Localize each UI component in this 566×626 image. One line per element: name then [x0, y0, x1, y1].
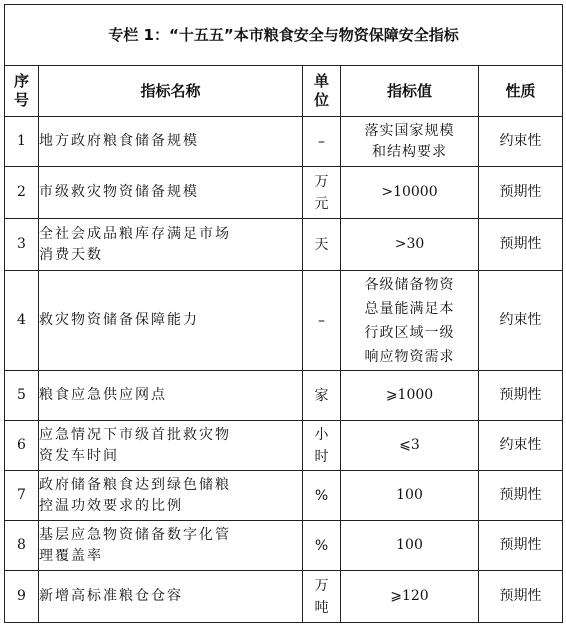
cell-no: 3	[5, 219, 39, 271]
cell-type: 预期性	[479, 219, 563, 271]
cell-unit: –	[303, 271, 341, 371]
cell-type: 预期性	[479, 471, 563, 521]
cell-type: 约束性	[479, 117, 563, 167]
cell-name: 基层应急物资储备数字化管 理覆盖率	[39, 521, 303, 571]
cell-value: ⩽3	[341, 421, 479, 471]
cell-no: 4	[5, 271, 39, 371]
cell-type: 预期性	[479, 571, 563, 623]
cell-name: 政府储备粮食达到绿色储粮 控温功效要求的比例	[39, 471, 303, 521]
cell-value: 各级储备物资 总量能满足本 行政区域一级 响应物资需求	[341, 271, 479, 371]
cell-name: 地方政府粮食储备规模	[39, 117, 303, 167]
cell-no: 2	[5, 167, 39, 219]
cell-type: 预期性	[479, 167, 563, 219]
header-no: 序 号	[5, 66, 39, 117]
cell-no: 6	[5, 421, 39, 471]
table-row	[5, 421, 563, 471]
cell-unit: %	[303, 471, 341, 521]
table-row	[5, 167, 563, 219]
cell-type: 预期性	[479, 371, 563, 421]
table-row	[5, 271, 563, 371]
cell-name: 全社会成品粮库存满足市场 消费天数	[39, 219, 303, 271]
cell-type: 约束性	[479, 271, 563, 371]
cell-unit: 万 吨	[303, 571, 341, 623]
cell-unit: 小 时	[303, 421, 341, 471]
cell-name: 应急情况下市级首批救灾物 资发车时间	[39, 421, 303, 471]
cell-value: 落实国家规模 和结构要求	[341, 117, 479, 167]
table-row	[5, 117, 563, 167]
table-row	[5, 219, 563, 271]
header-value: 指标值	[341, 66, 479, 117]
cell-value: 100	[341, 521, 479, 571]
cell-type: 预期性	[479, 521, 563, 571]
cell-no: 8	[5, 521, 39, 571]
cell-name: 救灾物资储备保障能力	[39, 271, 303, 371]
cell-unit: 家	[303, 371, 341, 421]
header-unit: 单 位	[303, 66, 341, 117]
indicator-table	[4, 4, 563, 623]
cell-value: ⩾1000	[341, 371, 479, 421]
table-caption: 专栏 1：“十五五”本市粮食安全与物资保障安全指标	[5, 5, 563, 66]
cell-value: 100	[341, 471, 479, 521]
cell-unit: 天	[303, 219, 341, 271]
cell-value: >30	[341, 219, 479, 271]
header-name: 指标名称	[39, 66, 303, 117]
cell-name: 市级救灾物资储备规模	[39, 167, 303, 219]
header-type: 性质	[479, 66, 563, 117]
cell-type: 约束性	[479, 421, 563, 471]
cell-no: 9	[5, 571, 39, 623]
table-row	[5, 571, 563, 623]
cell-unit: 万 元	[303, 167, 341, 219]
cell-name: 新增高标准粮仓仓容	[39, 571, 303, 623]
table-row	[5, 521, 563, 571]
cell-no: 5	[5, 371, 39, 421]
header-row	[5, 66, 563, 117]
cell-value: >10000	[341, 167, 479, 219]
cell-unit: %	[303, 521, 341, 571]
table-row	[5, 471, 563, 521]
cell-no: 7	[5, 471, 39, 521]
cell-unit: –	[303, 117, 341, 167]
table-row	[5, 371, 563, 421]
cell-value: ⩾120	[341, 571, 479, 623]
cell-no: 1	[5, 117, 39, 167]
cell-name: 粮食应急供应网点	[39, 371, 303, 421]
